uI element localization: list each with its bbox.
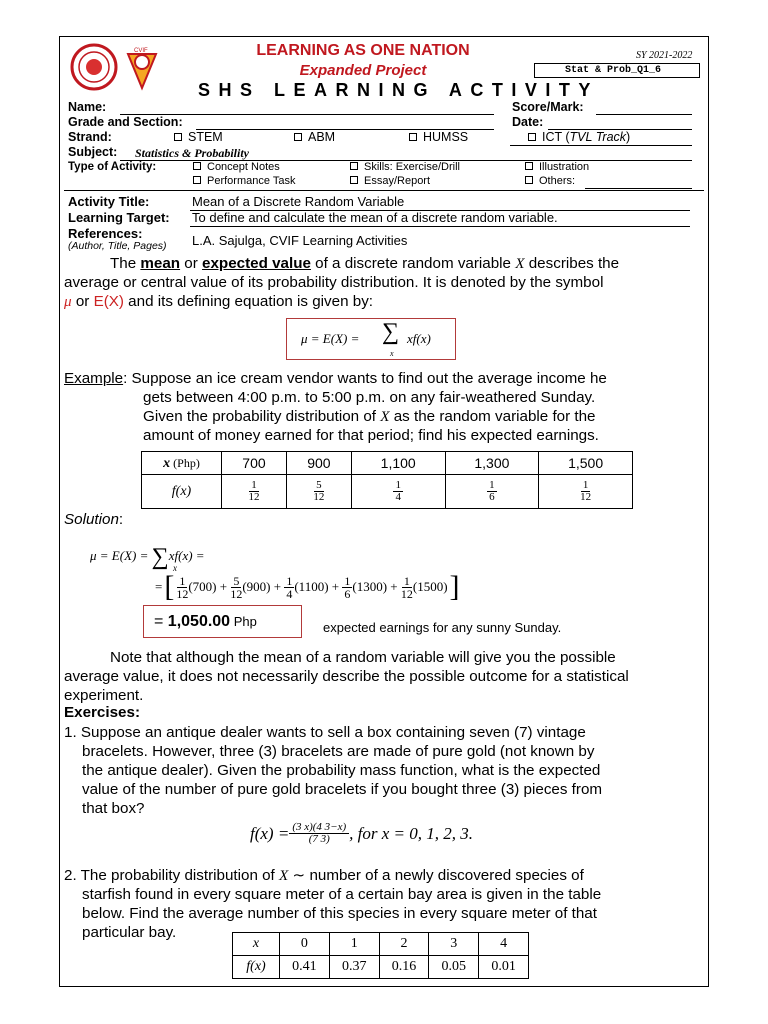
type-concept-notes[interactable]: Concept Notes xyxy=(193,161,280,173)
strand-abm[interactable]: ABM xyxy=(294,130,335,144)
solution-line-2: = [ $\frac{1}{12}$ (700) + $\frac{5}{12}$ (900) + $\frac{1}{4}$ (1100) + $\frac{1}{6}$ (1300) + $\frac{1}{12}$ (1500) ] xyxy=(155,570,460,603)
exercise-1: 1. Suppose an antique dealer wants to sell a box containing seven (7) vintage bracelets. However, three (3) bracelets are made of pure gold (not known by the antique dealer). Given the probability mass function, what is the expected value of the number of pure gold bracelets if you bought three (3) pieces from that box? xyxy=(64,724,603,817)
table-cell: 1,500 xyxy=(539,452,633,475)
table-row xyxy=(233,933,529,956)
school-logo xyxy=(70,40,160,98)
strand-label: Strand: xyxy=(68,130,112,144)
header-title: LEARNING AS ONE NATION xyxy=(256,42,470,59)
table-cell: $\frac{5}{12}$ xyxy=(286,475,351,509)
divider xyxy=(190,226,690,227)
table-cell: 0 xyxy=(280,933,330,956)
exercise-2: 2. The probability distribution of X ∼ number of a newly discovered species of starfish found in every square meter of a certain bay area is given in the table below. Find the average number of this species in every square meter of that particular bay. xyxy=(64,867,602,941)
strand-humss[interactable]: HUMSS xyxy=(409,130,468,144)
solution-label: Solution: xyxy=(64,511,124,528)
header-subtitle: Expanded Project xyxy=(299,62,427,79)
references-sub: (Author, Title, Pages) xyxy=(68,240,167,252)
table-cell: 1,100 xyxy=(351,452,445,475)
svg-text:CVIF: CVIF xyxy=(134,48,148,54)
learning-target-value: To define and calculate the mean of a discrete random variable. xyxy=(192,210,558,225)
strand-stem[interactable]: STEM xyxy=(174,130,223,144)
table-row xyxy=(142,475,633,509)
strand-ict[interactable]: ICT (TVL Track) xyxy=(528,130,630,144)
exercises-heading: Exercises: xyxy=(64,704,140,721)
references-value: L.A. Sajulga, CVIF Learning Activities xyxy=(192,233,408,248)
example-table xyxy=(141,451,633,509)
table-header: x (Php) xyxy=(142,452,222,475)
type-essay-report[interactable]: Essay/Report xyxy=(350,175,430,187)
intro-paragraph: The mean or expected value of a discrete random variable X describes the average or central value of its probability distribution. It is denoted by the symbol μ or E(X) and its defining equation is given by: xyxy=(64,255,620,310)
table-cell: 0.16 xyxy=(379,956,429,979)
header-main: SHS LEARNING ACTIVITY xyxy=(198,80,599,100)
table-cell: 700 xyxy=(222,452,287,475)
table-row xyxy=(142,452,633,475)
checkbox-icon xyxy=(525,176,533,184)
school-year: SY 2021-2022 xyxy=(636,50,693,61)
score-label: Score/Mark: xyxy=(512,100,584,114)
table-row xyxy=(233,956,529,979)
activity-code: Stat & Prob_Q1_6 xyxy=(534,63,700,78)
table-cell: $\frac{1}{12}$ xyxy=(539,475,633,509)
subject-value: Statistics & Probability xyxy=(135,146,250,160)
date-label: Date: xyxy=(512,115,544,129)
table-cell: 3 xyxy=(429,933,479,956)
learning-target-label: Learning Target: xyxy=(68,210,170,225)
table-cell: $\frac{1}{6}$ xyxy=(445,475,539,509)
solution-line-1: μ = E(X) = ∑xf(x) = xyxy=(90,544,205,570)
table-cell: 1,300 xyxy=(445,452,539,475)
table-cell: 900 xyxy=(286,452,351,475)
table-cell: 0.41 xyxy=(280,956,330,979)
divider xyxy=(510,145,692,146)
activity-title-value: Mean of a Discrete Random Variable xyxy=(192,194,405,209)
checkbox-icon xyxy=(350,162,358,170)
starfish-table xyxy=(232,932,529,979)
checkbox-icon xyxy=(350,176,358,184)
example-paragraph: Example: Suppose an ice cream vendor wants to find out the average income he gets between 4:00 p.m. to 5:00 p.m. on any fair-weathered Sunday. Given the probability distribution of X as the random variable for the amount of money earned for that period; find his expected earnings. xyxy=(64,370,607,444)
table-header: f(x) xyxy=(233,956,280,979)
table-cell: 4 xyxy=(479,933,529,956)
table-header: f(x) xyxy=(142,475,222,509)
type-performance-task[interactable]: Performance Task xyxy=(193,175,295,187)
checkbox-icon xyxy=(294,133,302,141)
answer-box: = 1,050.00 Php xyxy=(143,605,302,638)
table-cell: 2 xyxy=(379,933,429,956)
checkbox-icon xyxy=(528,133,536,141)
table-cell: $\frac{1}{4}$ xyxy=(351,475,445,509)
table-cell: 0.37 xyxy=(329,956,379,979)
pmf-formula: f(x) = $\frac{(3 x)(4 3-x)}{(7 3)}$ , for x = 0, 1, 2, 3. xyxy=(250,821,474,845)
subject-label: Subject: xyxy=(68,145,118,159)
activity-title-label: Activity Title: xyxy=(68,194,150,209)
type-others[interactable]: Others: xyxy=(525,175,575,187)
table-cell: $\frac{1}{12}$ xyxy=(222,475,287,509)
table-header: x xyxy=(233,933,280,956)
table-cell: 1 xyxy=(329,933,379,956)
type-illustration[interactable]: Illustration xyxy=(525,161,589,173)
section-divider xyxy=(64,190,704,191)
note-paragraph: Note that although the mean of a random variable will give you the possible average value, it does not necessarily describe the possible outcome for a statistical experiment. xyxy=(64,649,629,704)
sum-subscript: x xyxy=(173,563,177,573)
checkbox-icon xyxy=(193,176,201,184)
checkbox-icon xyxy=(525,162,533,170)
score-field[interactable] xyxy=(596,114,692,115)
checkbox-icon xyxy=(193,162,201,170)
references-label: References: xyxy=(68,226,143,241)
table-cell: 0.01 xyxy=(479,956,529,979)
answer-note: expected earnings for any sunny Sunday. xyxy=(323,620,562,635)
type-label: Type of Activity: xyxy=(68,161,157,173)
mean-formula-box: μ = E(X) = ∑ x xf(x) xyxy=(286,318,456,360)
type-skills[interactable]: Skills: Exercise/Drill xyxy=(350,161,460,173)
checkbox-icon xyxy=(409,133,417,141)
checkbox-icon xyxy=(174,133,182,141)
table-cell: 0.05 xyxy=(429,956,479,979)
grade-label: Grade and Section: xyxy=(68,115,183,129)
name-label: Name: xyxy=(68,100,107,114)
others-field[interactable] xyxy=(585,188,692,189)
